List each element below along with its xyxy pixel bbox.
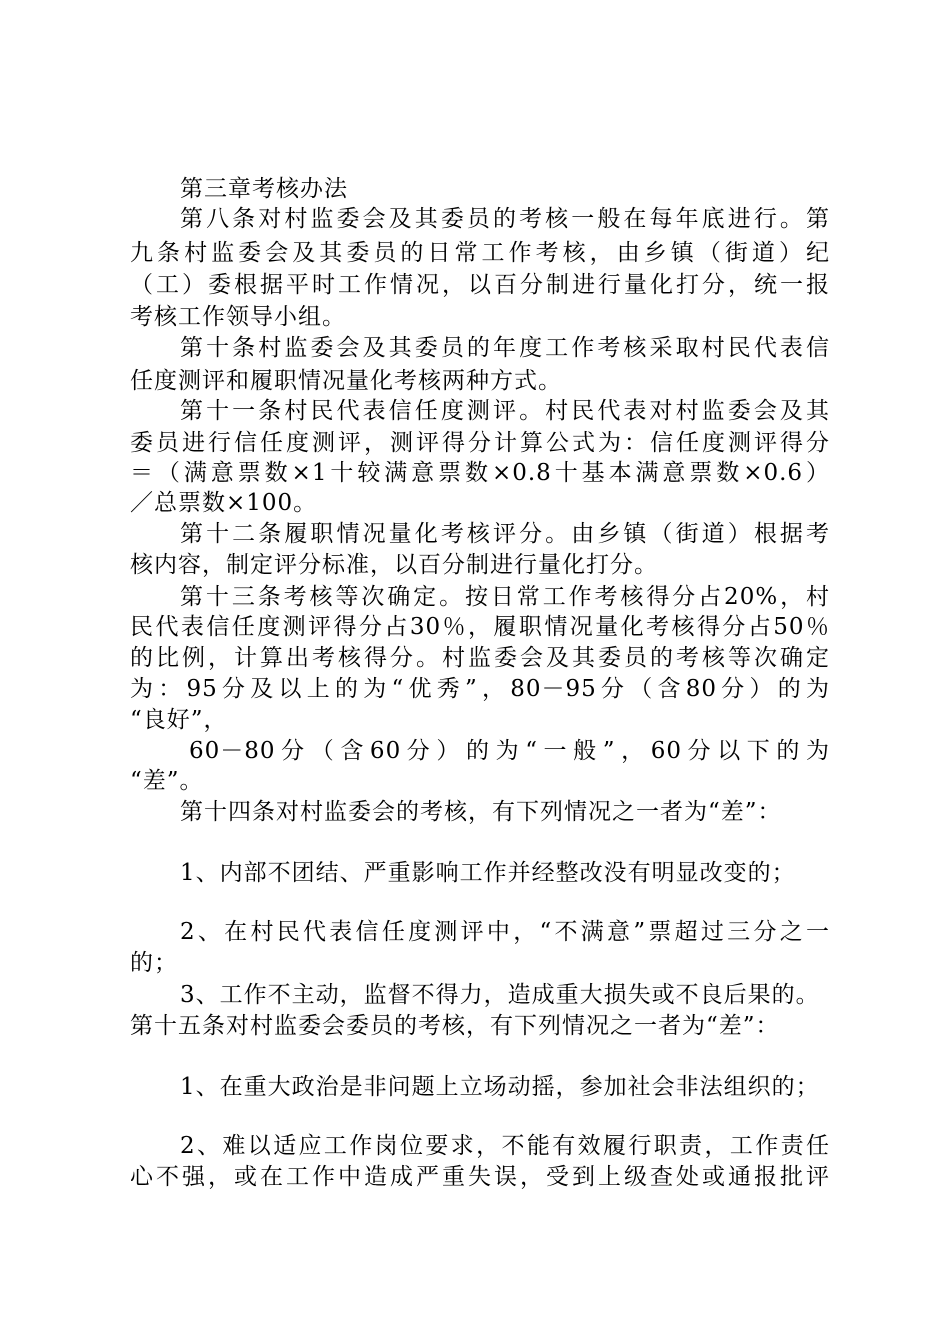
list-item: 3、工作不主动，监督不得力，造成重大损失或不良后果的。 <box>180 982 820 1008</box>
paragraph-line: （工）委根据平时工作情况，以百分制进行量化打分，统一报 <box>130 272 830 298</box>
paragraph-line: 60－80分（含60分）的为“一般”，60分以下的为 <box>189 738 830 764</box>
paragraph-line: 第十条村监委会及其委员的年度工作考核采取村民代表信 <box>180 335 830 361</box>
paragraph-line: 考核工作领导小组。 <box>130 304 346 330</box>
paragraph-line: 民代表信任度测评得分占30％，履职情况量化考核得分占50％ <box>130 614 830 640</box>
paragraph-line: “良好”， <box>130 707 228 733</box>
list-item-continuation: 心不强，或在工作中造成严重失误，受到上级查处或通报批评 <box>130 1164 830 1190</box>
paragraph-line: 第十一条村民代表信任度测评。村民代表对村监委会及其 <box>180 398 830 424</box>
paragraph-line: 第十五条对村监委会委员的考核，有下列情况之一者为“差”： <box>130 1013 780 1039</box>
paragraph-line: “差”。 <box>130 768 204 794</box>
paragraph-line: 核内容，制定评分标准，以百分制进行量化打分。 <box>130 552 658 578</box>
paragraph-line: 任度测评和履职情况量化考核两种方式。 <box>130 368 562 394</box>
list-item: 1、在重大政治是非问题上立场动摇，参加社会非法组织的； <box>180 1074 820 1100</box>
paragraph-line: ＝（满意票数×1十较满意票数×0.8十基本满意票数×0.6） <box>130 460 830 486</box>
list-item-continuation: 的； <box>130 950 178 976</box>
chapter-heading: 第三章考核办法 <box>180 176 348 202</box>
paragraph-line: 第十三条考核等次确定。按日常工作考核得分占20%，村 <box>180 584 830 610</box>
paragraph-line: 第八条对村监委会及其委员的考核一般在每年底进行。第 <box>180 206 830 232</box>
list-item: 2、在村民代表信任度测评中，“不满意”票超过三分之一 <box>180 919 830 945</box>
paragraph-line: 第十四条对村监委会的考核，有下列情况之一者为“差”： <box>180 799 782 825</box>
paragraph-line: 九条村监委会及其委员的日常工作考核，由乡镇（街道）纪 <box>130 240 830 266</box>
list-item: 2、难以适应工作岗位要求，不能有效履行职责，工作责任 <box>180 1133 830 1159</box>
paragraph-line: 第十二条履职情况量化考核评分。由乡镇（街道）根据考 <box>180 521 830 547</box>
list-item: 1、内部不团结、严重影响工作并经整改没有明显改变的； <box>180 860 796 886</box>
paragraph-line: ／总票数×100。 <box>130 490 318 516</box>
paragraph-line: 的比例，计算出考核得分。村监委会及其委员的考核等次确定 <box>130 645 830 671</box>
paragraph-line: 为：95分及以上的为“优秀”，80－95分（含80分）的为 <box>130 676 830 702</box>
paragraph-line: 委员进行信任度测评，测评得分计算公式为：信任度测评得分 <box>130 430 830 456</box>
